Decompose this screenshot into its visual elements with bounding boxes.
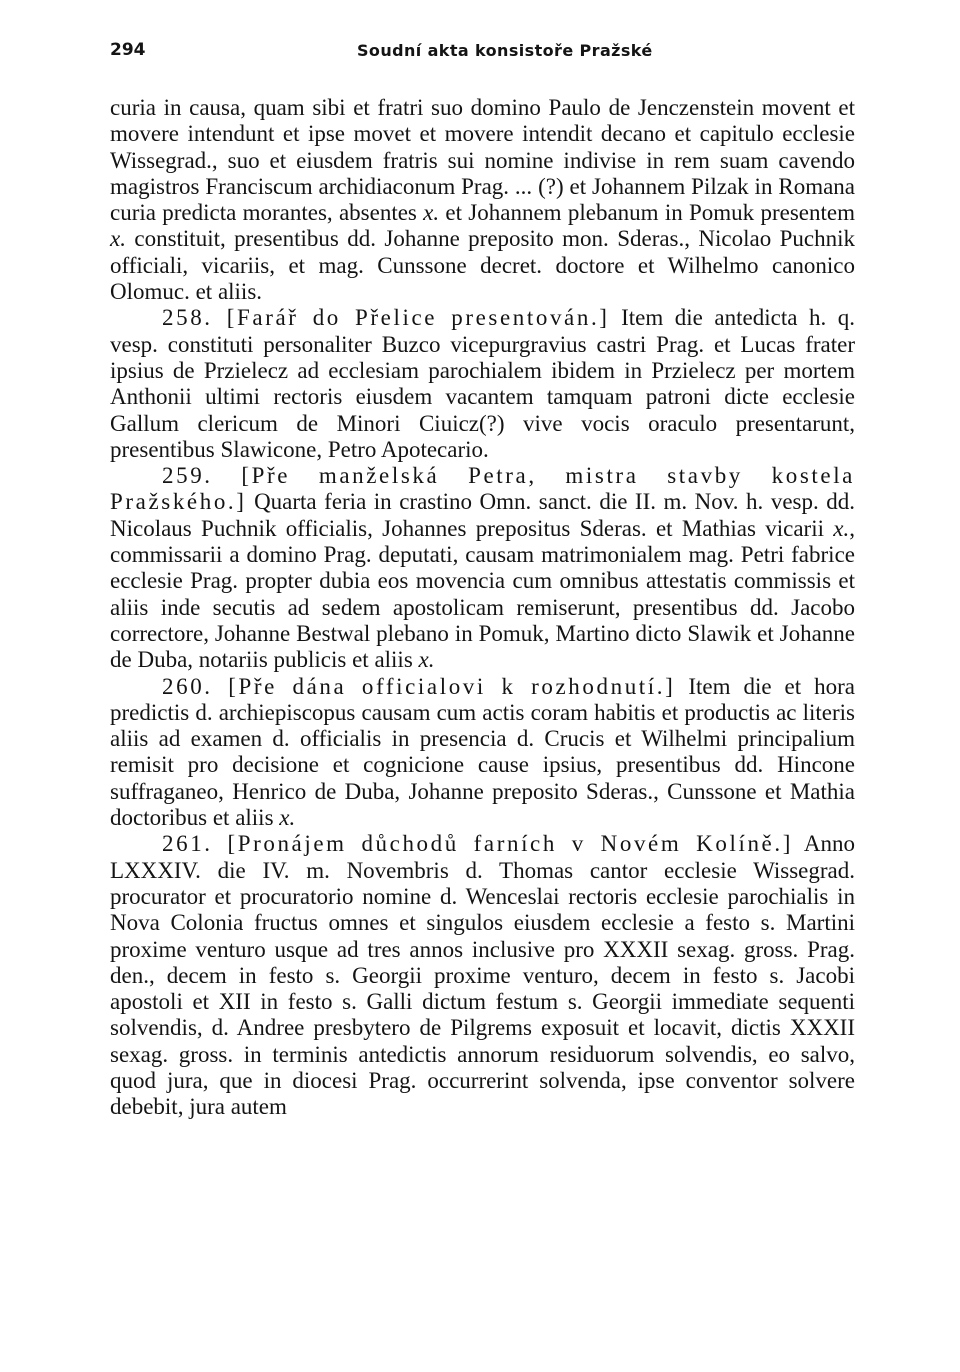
paragraph-text: , commissarii a domino Prag. deputati, causam matrimonialem mag. Petri fabrice ecclesie Prag. propter dubia eos movencia cum omnibus attestatis commissis et aliis inde secutis ad sedem apostolicam remiserunt, presentibus dd. Jacobo correctore, Johanne Bestwal plebano in Pomuk, Martino dicto Slawik et Johanne de Duba, notariis publicis et aliis: [110, 515, 855, 673]
page-number: 294: [110, 40, 146, 60]
paragraph-text: Anno LXXXIV. die IV. m. Novembris d. Thomas cantor ecclesie Wissegrad. procurator et procuratorio nomine d. Wenceslai rectoris ecclesie parochialis in Nova Colonia fructus omnes et singulos eiusdem ecclesie a festo s. Martini proxime venturo usque ad tres annos inclusive pro XXXII sexag. gross. Prag. den., decem in festo s. Georgii proxime venturo, decem in festo s. Jacobi apostoli et XII in festo s. Galli dictum festum s. Georgii immediate sequenti solvendis, d. Andree presbytero de Pilgrems exposuit et locavit, dictis XXXII sexag. gross. in terminis antedictis annorum residuorum solvendis, eo salvo, quod jura, que in diocesi Prag. occurrerint solvenda, ipse conventor solvere debebit, jura autem: [110, 831, 856, 1120]
paragraph-text: Quarta feria in crastino Omn. sanct. die II. m. Nov. h. vesp. dd. Nicolaus Puchnik officialis, Johannes prepositus Sderas. et Mathias vicarii: [110, 489, 855, 541]
paragraph-p-259: [110, 463, 855, 673]
paragraph-text: curia in causa, quam sibi et fratri suo domino Paulo de Jenczenstein movent et movere intendunt et ipse movet et movere intendit decano et capitulo ecclesie Wissegrad., suo et eiusdem fratris sui nomine indivise in rem suam cavendo magistros Franciscum archidiaconum Prag. ... (?) et Johannem Pilzak in Romana curia predicta morantes, absentes: [110, 95, 855, 226]
paragraph-p-cont: [110, 95, 855, 305]
running-title: Soudní akta konsistoře Pražské: [357, 41, 653, 60]
abbreviation-mark: x.: [110, 226, 126, 252]
abbreviation-mark: x.: [833, 515, 850, 541]
paragraph-p-258: [110, 305, 855, 463]
abbreviation-mark: x.: [418, 647, 435, 673]
abbreviation-mark: x.: [279, 805, 296, 831]
body-text: [110, 95, 855, 1121]
paragraph-text: Item die et hora predictis d. archiepiscopus causam cum actis coram habitis et productis ac literis aliis ad examen d. officialis in presencia d. Crucis et Wilhelmi principalium remisit pro decisione et cognicione cause ipsius, presentibus dd. Hincone suffraganeo, Henrico de Duba, Johanne preposito Sderas., Cunssone et Mathia doctoribus et aliis: [110, 673, 855, 831]
page-header: [110, 40, 855, 66]
entry-heading: 261. [Pronájem důchodů farních v Novém Kolíně.]: [162, 831, 793, 857]
paragraph-p-261: [110, 831, 855, 1120]
abbreviation-mark: x.: [423, 200, 440, 226]
paragraph-text: et Johannem plebanum in Pomuk presentem: [439, 200, 855, 226]
paragraph-text: constituit, presentibus dd. Johanne preposito mon. Sderas., Nicolao Puchnik officiali, vicariis, et mag. Cunssone decret. doctore et Wilhelmo canonico Olomuc. et aliis.: [110, 226, 855, 305]
entry-heading: 260. [Pře dána officialovi k rozhodnutí.]: [162, 673, 676, 699]
entry-heading: 259. [Pře manželská Petra, mistra stavby kostela Pražského.]: [110, 463, 855, 515]
paragraph-p-260: [110, 674, 855, 832]
paragraph-text: Item die antedicta h. q. vesp. constituti personaliter Buzco vicepurgravius castri Prag. et Lucas frater ipsius de Przielecz ad ecclesiam parochialem ibidem in Przielecz per mortem Anthonii ultimi rectoris eiusdem vacantem tamquam patroni dicte ecclesie Gallum clericum de Minori Ciuicz(?) vive vocis oraculo presentarunt, presentibus Slawicone, Petro Apotecario.: [110, 305, 855, 462]
entry-heading: 258. [Farář do Přelice presentován.]: [162, 305, 610, 331]
